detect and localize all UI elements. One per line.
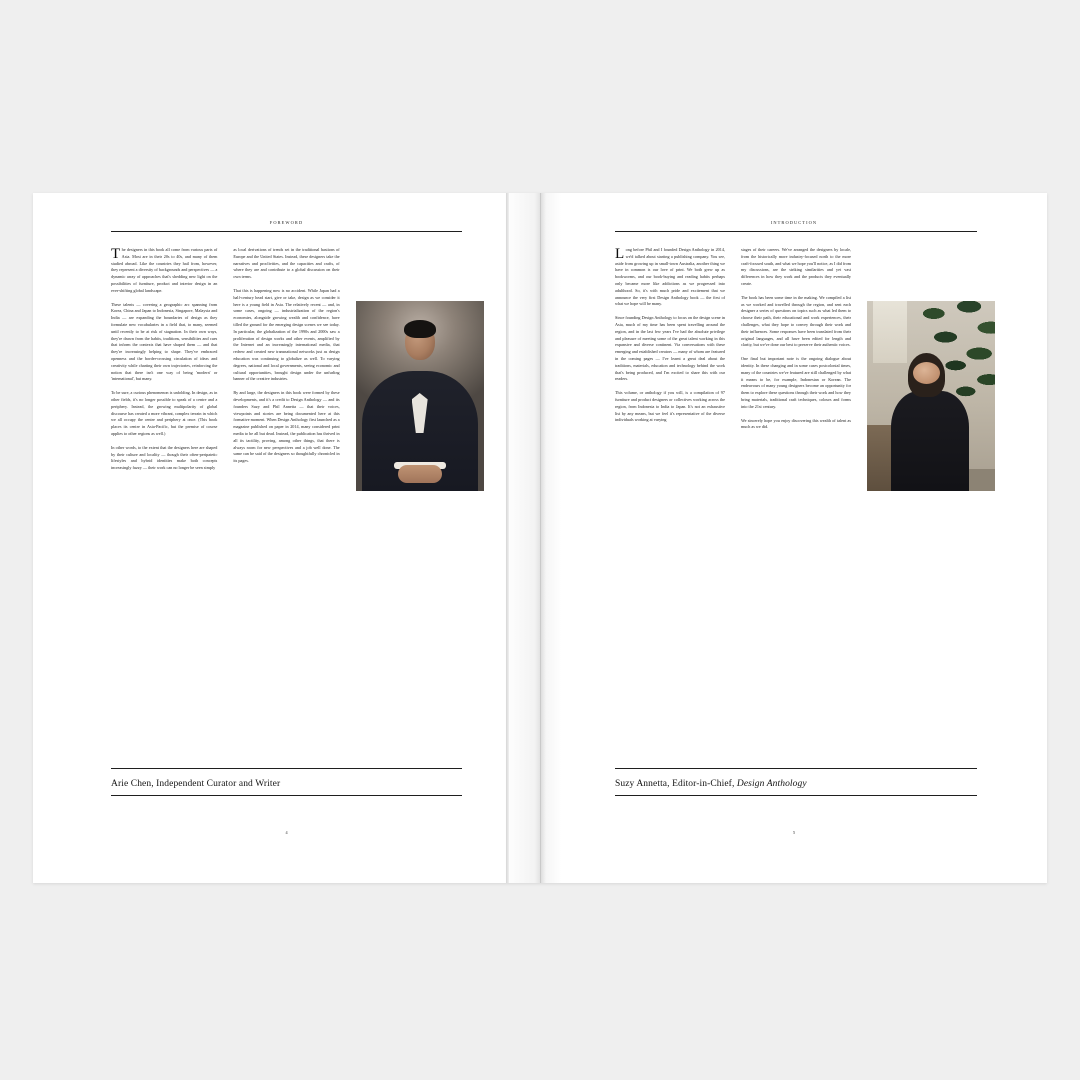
column-two-left — [233, 247, 339, 479]
paragraph: This volume, or anthology if you will, is a compilation of 97 furniture and product designers or collectives working across the region, from Indonesia to India to Japan. It's not an exhaustive list by any means, but we feel it's representative of the diverse individuals working at varying — [615, 390, 725, 423]
paragraph: The book has been some time in the making. We compiled a list as we worked and travelled through the region, and sent each designer a series of questions on topics such as what led them to choose their path, their educational and work experiences, their challenges, what they hope to convey through their work and their influences. Some responses have been translated from their original languages, and all have been edited for length and clarity, but we've done our best to preserve their authentic voices. — [741, 294, 851, 348]
page-right-introduction — [540, 193, 1047, 883]
spread-gutter — [506, 193, 509, 883]
paragraph-text: he designers in this book all come from various parts of Asia. Most are in their 20s to 40s, and many of them studied abroad. Like the countries they hail from, however, they represent a diversity of backgrounds and perspectives — a dynamic array of approaches that's shedding new light on the possibilities of furniture, product and interior design in an ever-shifting global landscape. — [111, 247, 218, 293]
column-three-left — [356, 247, 462, 479]
photo-window — [873, 301, 907, 363]
book-spread — [33, 193, 1047, 883]
paragraph: We sincerely hope you enjoy discovering this wealth of talent as much as we did. — [741, 417, 851, 430]
photo-content — [356, 301, 484, 491]
signature-rule-top-right — [615, 768, 977, 769]
page-left-foreword — [33, 193, 540, 883]
folio-right: 5 — [792, 830, 796, 835]
signature-right — [615, 779, 977, 789]
paragraph — [615, 247, 725, 308]
paragraph: as local derivations of trends set in the traditional bastions of Europe and the United States. Instead, these designers take the narratives and proclivities, and the capacities and crafts, of where they are and contribute to a global discussion on their own terms. — [233, 247, 340, 280]
running-head-right: INTRODUCTION — [770, 220, 818, 225]
header-rule-right — [615, 231, 977, 232]
running-head-left: FOREWORD — [269, 220, 304, 225]
paragraph: stages of their careers. We've arranged the designers by locale, from the historically more industry-focused north to the more craft-focused south, and what we hope you'll notice, as I did from my discussions, are the striking similarities and yet vast differences in how they work and the products they eventually create. — [741, 247, 851, 286]
text-columns-left — [111, 247, 462, 479]
text-columns-right — [615, 247, 977, 438]
paragraph: One final but important note is the ongoing dialogue about identity. In these changing and in some cases postcolonial times, many of the countries we've featured are still challenged by what it means to be, for example, Indonesian or Korean. The endeavours of many young designers become an opportunity for them to explore these questions through their work and how they bring materials, traditional craft techniques, colours and forms into the 21st century. — [741, 356, 851, 409]
photo-subject-hair — [908, 353, 945, 397]
signature-rule-bottom-right — [615, 795, 977, 796]
column-three-right — [867, 247, 977, 438]
column-one-right — [615, 247, 725, 438]
signature-rule-top-left — [111, 768, 462, 769]
paragraph: In other words, to the extent that the designers here are shaped by their culture and locality — though their often-peripatetic lifestyles and hybrid identities make both concepts increasingly fuzzy — their work can no longer be seen simply — [111, 444, 218, 471]
signature-left: Arie Chen, Independent Curator and Writer — [111, 779, 281, 789]
paragraph: By and large, the designers in this book were formed by these developments, and it's a credit to Design Anthology — and its founders Suzy and Phil Annetta — that their voices, viewpoints and stories are being documented here at this formative moment. When Design Anthology first launched as a magazine published on paper in 2014, many considered print media to be all but dead. Instead, the publication has thrived in all its tactility, proving, among other things, that there is always room for new perspectives and a job well done. The same can be said of the designers so thoughtfully chronicled in its pages. — [233, 390, 340, 464]
paragraph: Since founding Design Anthology to focus on the design scene in Asia, much of my time has been spent travelling around the region, and in the last few years I've had the absolute privilege and pleasure of meeting some of the great talent working in this expansive and diverse continent. Via conversations with these emerging and established creators — many of whom are featured in the coming pages — I've learnt a great deal about the traditions, materials, education and technology behind the work that's being produced, and I'm excited to share this with our readers. — [615, 315, 725, 382]
column-one-left — [111, 247, 217, 479]
photo-subject-hair — [404, 320, 436, 338]
column-two-right — [741, 247, 851, 438]
paragraph-text: ong before Phil and I founded Design Anthology in 2014, we'd talked about starting a publishing company. You see, aside from growing up in small-town Australia, another thing we have in common is our love of print. We both grew up as bookworms, and our book-buying and reading habits perhaps only became more like addictions as we progressed into adulthood. So, it's with much pride and excitement that we announce the very first Design Anthology book — the first of what we hope will be many. — [615, 247, 725, 307]
paragraph: To be sure, a curious phenomenon is unfolding. In design, as in other fields, it's no longer possible to speak of a centre and a periphery. Instead, the growing multipolarity of global discourse has created a more vibrant, complex terrain in which we all occupy the centre and periphery at once. (This book places its centre in Asia-Pacific, but the premise of course applies to other regions as well.) — [111, 390, 218, 436]
photo-subject-body — [891, 391, 969, 491]
header-rule-left — [111, 231, 462, 232]
signature-name: Suzy Annetta, Editor-in-Chief, — [615, 779, 737, 789]
portrait-photograph-woman — [867, 301, 995, 491]
portrait-photograph-man — [356, 301, 484, 491]
paragraph: These talents — covering a geographic arc spanning from Korea, China and Japan to Indonesia, Singapore, Malaysia and India — are expanding the boundaries of design as they formulate new vocabularies in a field that, to many, seemed until recently to be at risk of stagnation. In their own ways, they're drawn from the habits, traditions, sensibilities and cues that inform the contexts that have shaped them — and that they're increasingly helping to shape. They've embraced openness and the border-crossing circulation of ideas and creativity while charting their own trajectories, reinforcing the notion that there isn't one way of being 'modern' or 'international', but many. — [111, 301, 218, 382]
paragraph: That this is happening now is no accident. While Japan had a half-century head start, give or take, design as we consider it here is a young field in Asia. The relatively recent — and, in some cases, ongoing — industrialization of the region's economies, alongside growing wealth and confidence, have tilled the ground for the emerging design scenes we see today. In particular, the globalization of the 1990s and 2000s saw a proliferation of design works and other events, amplified by the Internet and an increasingly international media, that redrew and created new transnational networks just as design education was continuing to globalize as well. To varying degrees, national and local governments, seeing economic and cultural opportunities, brought design under the unfurling banner of the creative industries. — [233, 287, 340, 382]
folio-left: 4 — [285, 830, 288, 835]
drop-cap-left: T — [111, 245, 121, 262]
signature-rule-bottom-left — [111, 795, 462, 796]
photo-subject-hands — [398, 465, 442, 483]
drop-cap-right: L — [615, 245, 625, 262]
paragraph — [111, 247, 217, 295]
signature-publication: Design Anthology — [736, 779, 807, 789]
photo-content — [867, 301, 995, 491]
